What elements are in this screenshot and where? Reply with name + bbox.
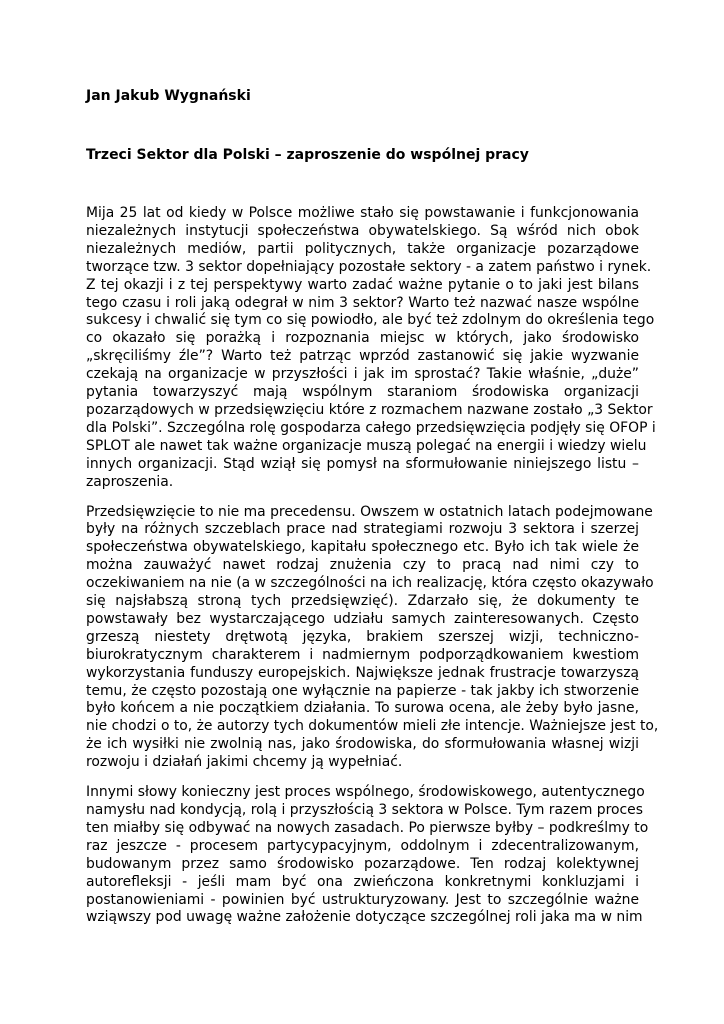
text-line: Z tej okazji i z tej perspektywy warto zadać ważne pytanie o to jaki jest bilans	[86, 276, 639, 293]
text-line: tworzące tzw. 3 sektor dopełniający pozostałe sektory - a zatem państwo i rynek.	[86, 258, 652, 275]
text-line: autorefleksji - jeśli mam być ona zwieńczona konkretnymi konkluzjami i	[86, 873, 639, 890]
text-line: się najsłabszą stroną tych przedsięwzięć). Zdarzało się, że dokumenty te	[86, 593, 639, 610]
text-line: czekają na organizacje w przyszłości i jak im sprostać? Takie właśnie, „duże”	[86, 366, 639, 383]
paragraph-3	[86, 784, 649, 927]
text-line: grzeszą niestety drętwotą języka, brakiem szerszej wizji, techniczno-	[86, 628, 639, 645]
text-line: co okazało się porażką i rozpoznania miejsc w których, jako środowisko	[86, 330, 639, 347]
text-line: Przedsięwzięcie to nie ma precedensu. Owszem w ostatnich latach podejmowane	[86, 503, 653, 520]
paragraph-1	[86, 205, 656, 492]
text-line: powstawały bez wystarczającego udziału samych zainteresowanych. Często	[86, 610, 639, 627]
text-line: niezależnych instytucji społeczeństwa obywatelskiego. Są wśród nich obok	[86, 222, 639, 239]
text-line: SPLOT ale nawet tak ważne organizacje muszą polegać na energii i wiedzy wielu	[86, 437, 647, 454]
text-line: biurokratycznym charakterem i nadmiernym podporządkowaniem kwestiom	[86, 646, 639, 663]
text-line: były na różnych szczeblach prace nad strategiami rozwoju 3 sektora i szerzej	[86, 521, 639, 538]
text-line: „skręciliśmy źle”? Warto też patrząc wprzód zastanowić się jakie wyzwanie	[86, 348, 639, 365]
text-line: ten miałby się odbywać na nowych zasadach. Po pierwsze byłby – podkreślmy to	[86, 819, 649, 836]
text-line: społeczeństwa obywatelskiego, kapitału społecznego etc. Było ich tak wiele że	[86, 539, 639, 556]
text-line: oczekiwaniem na nie (a w szczególności na ich realizację, która często okazywało	[86, 575, 654, 592]
text-line: pozarządowych w przedsięwzięciu które z rozmachem nazwane zostało „3 Sektor	[86, 401, 653, 418]
text-line: namysłu nad kondycją, rolą i przyszłością 3 sektora w Polsce. Tym razem proces	[86, 802, 643, 818]
text-line: postanowieniami - powinien być ustrukturyzowany. Jest to szczególnie ważne	[86, 891, 639, 908]
text-line: raz jeszcze - procesem partycypacyjnym, oddolnym i zdecentralizowanym,	[86, 837, 639, 854]
text-line: nie chodzi o to, że autorzy tych dokumentów mieli złe intencje. Ważniejsze jest to,	[86, 718, 659, 735]
text-line: pytania towarzyszyć mają wspólnym staraniom środowiska organizacji	[86, 384, 639, 401]
document-title: Trzeci Sektor dla Polski – zaproszenie do wspólnej pracy	[86, 147, 529, 163]
text-line: Innymi słowy konieczny jest proces wspólnego, środowiskowego, autentycznego	[86, 784, 645, 801]
text-line: sukcesy i chwalić się tym co się powiodło, ale być też zdolnym do określenia tego	[86, 312, 655, 329]
text-line: niezależnych mediów, partii politycznych, także organizacje pozarządowe	[86, 240, 639, 257]
text-line: temu, że często pozostają one wyłącznie na papierze - tak jakby ich stworzenie	[86, 682, 639, 699]
document-body	[86, 205, 659, 939]
text-line: wziąwszy pod uwagę ważne założenie dotyczące szczególnej roli jaka ma w nim	[86, 909, 643, 926]
text-line: że ich wysiłki nie zwolnią nas, jako środowiska, do sformułowania własnej wizji	[86, 736, 639, 753]
text-line: rozwoju i działań jakimi chcemy ją wypełniać.	[86, 754, 403, 771]
text-line: było końcem a nie początkiem działania. To surowa ocena, ale żeby było jasne,	[86, 700, 639, 717]
text-line: innych organizacji. Stąd wziął się pomysł na sformułowanie niniejszego listu –	[86, 455, 639, 472]
text-line: dla Polski”. Szczególna rolę gospodarza całego przedsięwzięcia podjęły się OFOP i	[86, 419, 656, 436]
text-line: można zauważyć nawet rodzaj znużenia czy to pracą nad nimi czy to	[86, 557, 639, 574]
text-line: zaproszenia.	[86, 473, 174, 490]
text-line: wykorzystania funduszy europejskich. Największe jednak frustracje towarzyszą	[86, 664, 639, 681]
text-line: Mija 25 lat od kiedy w Polsce możliwe stało się powstawanie i funkcjonowania	[86, 205, 639, 221]
text-line: budowanym przez samo środowisko pozarządowe. Ten rodzaj kolektywnej	[86, 855, 639, 872]
text-line: tego czasu i roli jaką odegrał w nim 3 sektor? Warto też nazwać nasze wspólne	[86, 294, 639, 311]
document-page	[86, 0, 659, 1024]
paragraph-2	[86, 503, 659, 773]
author-name: Jan Jakub Wygnański	[86, 88, 251, 104]
